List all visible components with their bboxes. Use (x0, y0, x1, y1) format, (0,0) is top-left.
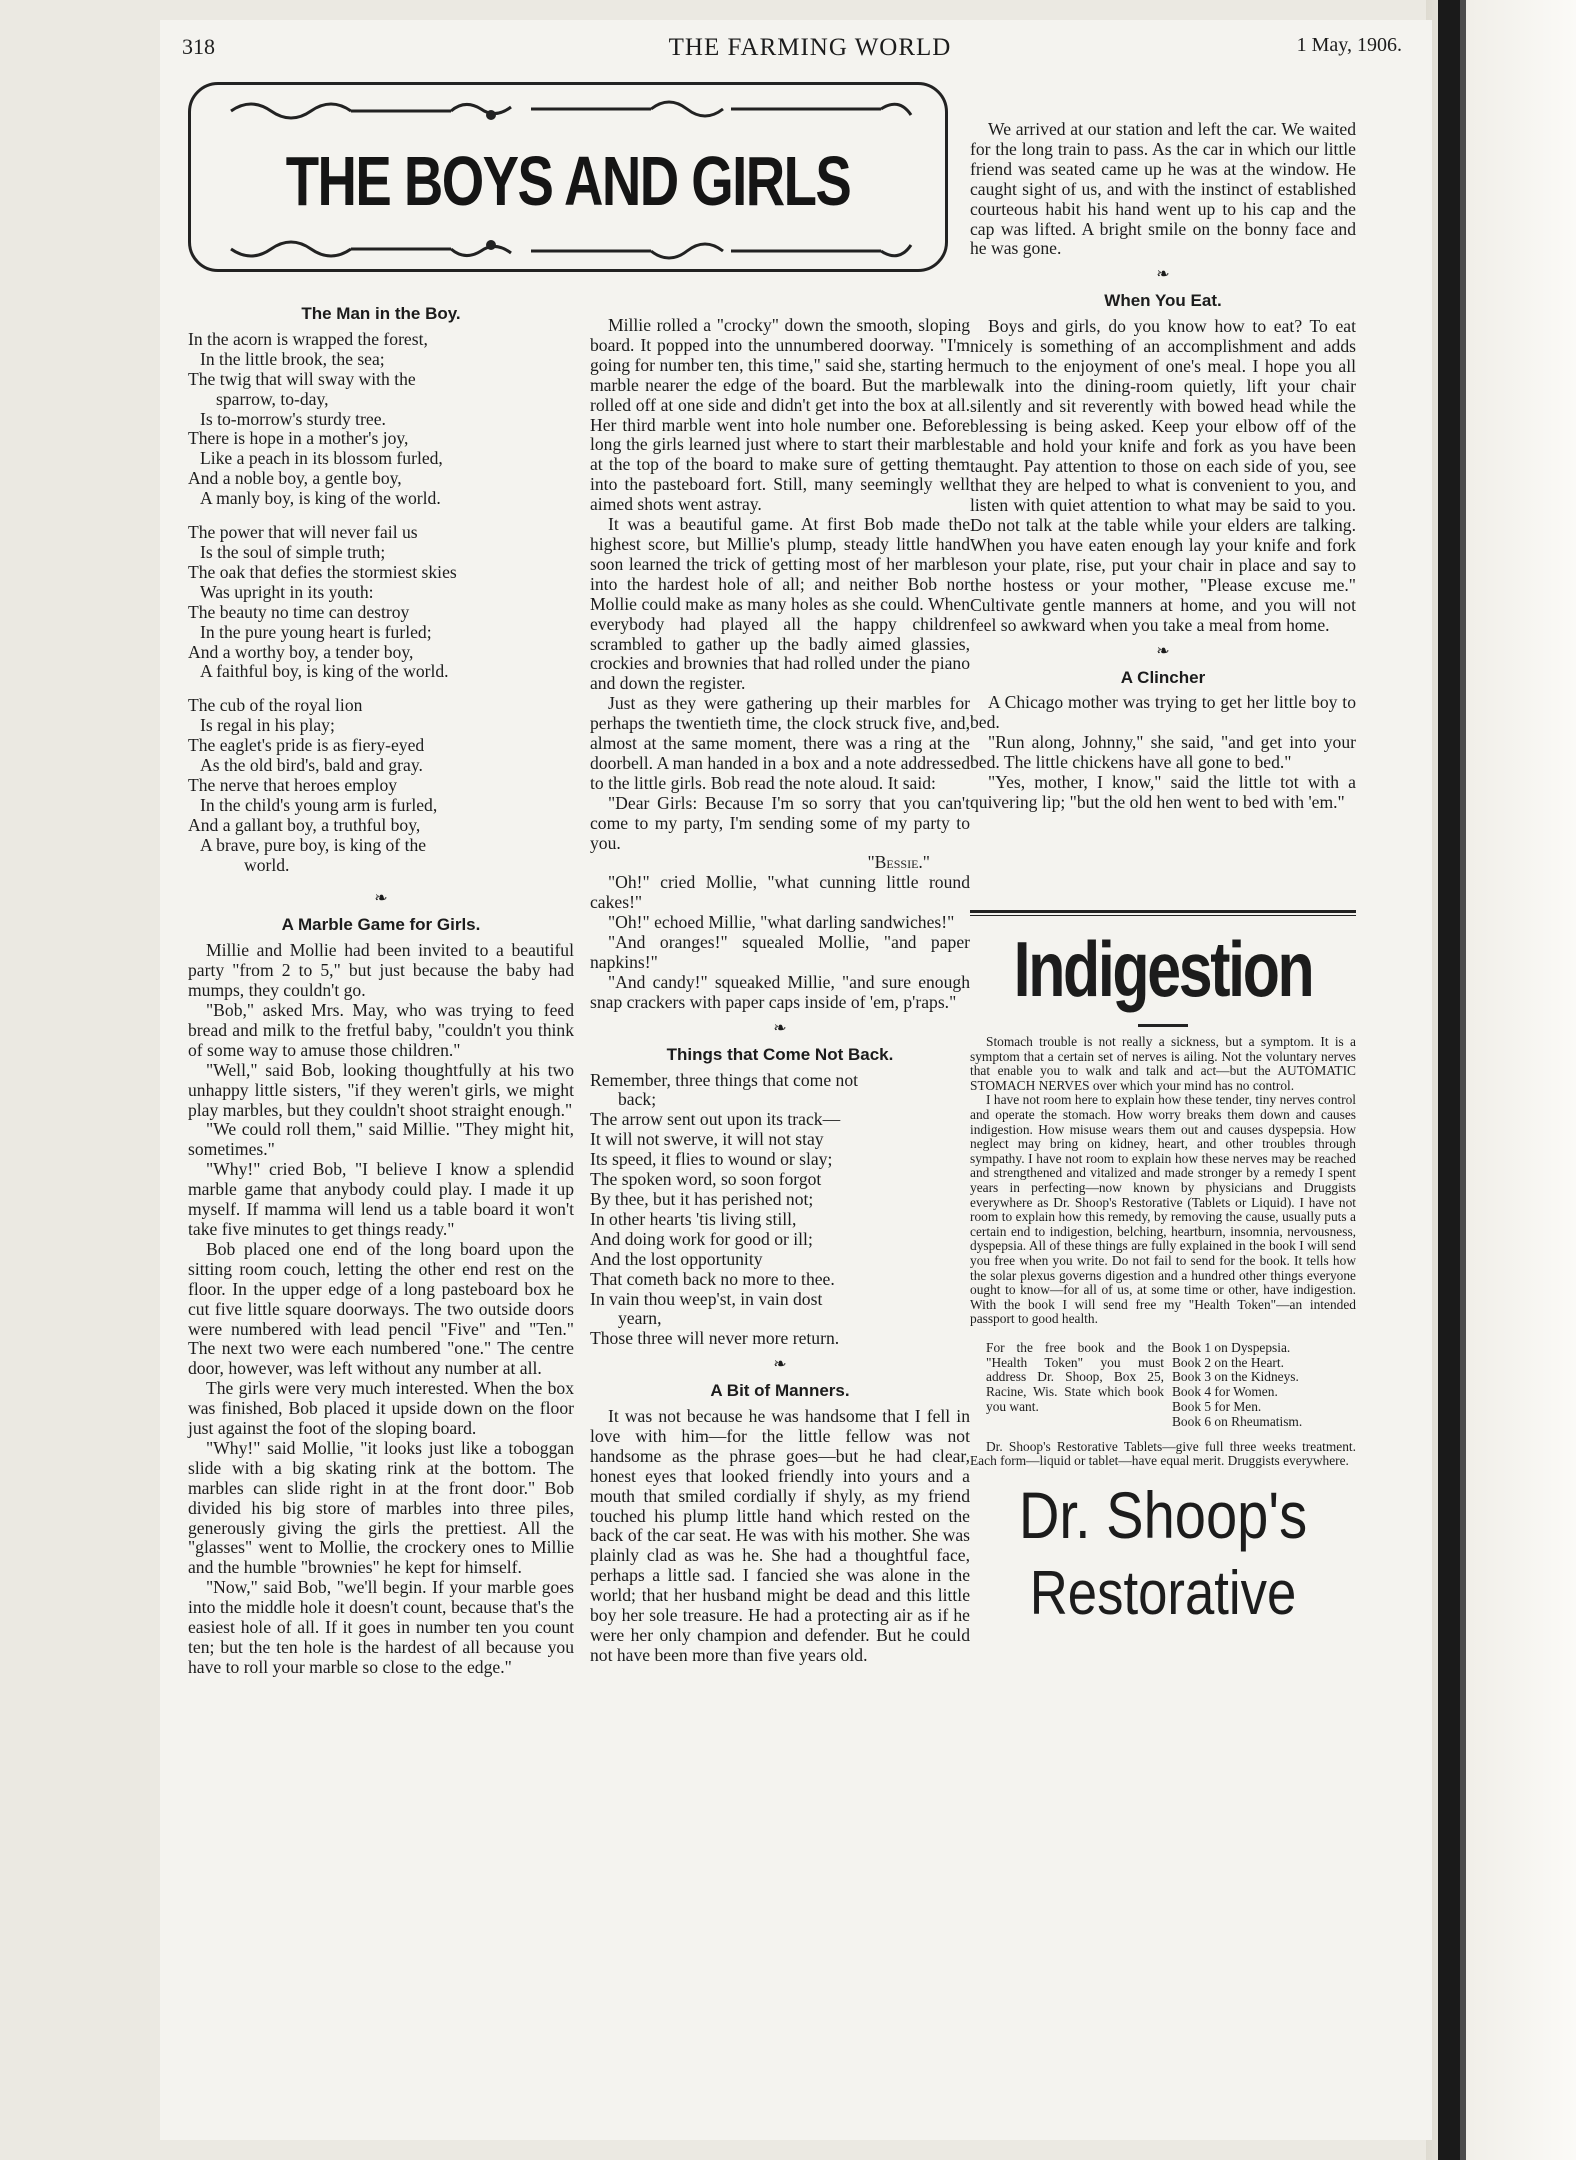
poem-line: In other hearts 'tis living still, (590, 1208, 797, 1229)
poem-line: The nerve that heroes employ (188, 774, 398, 795)
poem-line: Its speed, it flies to wound or slay; (590, 1149, 833, 1170)
book-item: Book 2 on the Heart. (1172, 1354, 1284, 1370)
poem-line: It will not swerve, it will not stay (590, 1129, 824, 1150)
paragraph: Millie and Mollie had been invited to a beautiful party "from 2 to 5," but just because the baby had mumps, they couldn't go. (188, 940, 574, 1001)
poem-line: The eaglet's pride is as fiery-eyed (188, 735, 425, 756)
newspaper-page (160, 20, 1432, 2140)
column-3 (970, 120, 1356, 813)
ad-paragraph: Stomach trouble is not really a sickness, but a symptom. It is a symptom that a certain set of nerves is ailing. Not the voluntary nerves that enable you to walk and talk and act—but the AUTOMATIC STOMACH NERVES over which your mind has no control. (970, 1034, 1356, 1093)
book-item: Book 1 on Dyspepsia. (1172, 1339, 1291, 1355)
paragraph: It was not because he was handsome that I fell in love with him—for the little fellow was not handsome as the phrase goes—but he had clear, honest eyes that looked friendly into yours and a mouth that smiled cordially if shyly, as my friend touched his plump little hand which rested on the back of the car seat. He was with his mother. She was plainly clad as was he. She had a thoughtful face, perhaps a little sad. I fancied she was alone in the world; that her husband might be dead and this little boy her sole treasure. He had a protecting air as if he were her only champion and defender. But he could not have been more than five years old. (590, 1406, 970, 1665)
ad-body (970, 1035, 1356, 1327)
poem-line: Is regal in his play; (200, 715, 335, 736)
poem-line: A manly boy, is king of the world. (200, 488, 441, 509)
paragraph: "Oh!" cried Mollie, "what cunning little round cakes!" (590, 872, 970, 913)
poem-line: back; (618, 1089, 657, 1110)
poem-line: A brave, pure boy, is king of the (200, 834, 427, 855)
fleuron-icon: ❧ (1156, 642, 1170, 660)
ad-book-list (970, 1341, 1356, 1430)
banner-title: THE BOYS AND GIRLS (285, 142, 851, 220)
ad-order-instructions: For the free book and the "Health Token" you must address Dr. Shoop, Box 25, Racine, Wis. State which book you want. (986, 1339, 1164, 1415)
poem-line: The twig that will sway with the (188, 368, 416, 389)
article-title-eat: When You Eat. (1104, 291, 1222, 311)
ad-books (1164, 1341, 1356, 1430)
poem-line: Like a peach in its blossom furled, (200, 448, 443, 469)
poem-line: And a worthy boy, a tender boy, (188, 641, 414, 662)
poem-title: The Man in the Boy. (301, 304, 461, 323)
poem-line: Was upright in its youth: (200, 581, 374, 602)
poem-stanza (188, 330, 574, 509)
fleuron-icon: ❧ (374, 890, 388, 908)
poem-things (590, 1071, 970, 1350)
paragraph: Millie rolled a "crocky" down the smooth, sloping board. It popped into the unnumbered doorway. "I'm going for number ten, this time," said she, starting her marble nearer the edge of the board. But the marble rolled off at one side and didn't get into the box at all. Her third marble went into hole number one. Before long the girls learned just where to start their marbles at the top of the board to make sure of getting them into the pasteboard fort. Still, many seemingly well aimed shots went astray. (590, 315, 970, 515)
poem-line: The spoken word, so soon forgot (590, 1169, 822, 1190)
poem-line: In the acorn is wrapped the forest, (188, 328, 428, 349)
poem-line: In the pure young heart is furled; (200, 621, 432, 642)
binding-edge (1438, 0, 1460, 2160)
paragraph: "Well," said Bob, looking thoughtfully at his two unhappy little sisters, "if they weren't girls, we might play marbles, but they couldn't shoot straight enough." (188, 1059, 574, 1120)
paragraph: "Now," said Bob, "we'll begin. If your marble goes into the middle hole it doesn't count, because that's the easiest hole of all. If it goes in number ten you count ten; but the ten hole is the hardest of all because you have to roll your marble so close to the edge." (188, 1577, 574, 1677)
article-title-marble: A Marble Game for Girls. (281, 915, 481, 935)
poem-line: That cometh back no more to thee. (590, 1268, 835, 1289)
paragraph: "Why!" said Mollie, "it looks just like a toboggan slide with a big skating rink at the bottom. The marbles can slide right in at the front door." Bob divided his big store of marbles into three piles, generously giving the girls the prettiest. All the "glasses" went to Mollie, the crockery ones to Millie and the humble "brownies" he kept for himself. (188, 1437, 574, 1578)
issue-date: 1 May, 1906. (1296, 34, 1402, 56)
paragraph: "Yes, mother, I know," said the little tot with a quivering lip; "but the old hen went to bed with 'em." (970, 772, 1356, 812)
poem-man-in-boy (188, 330, 574, 876)
paragraph: "Dear Girls: Because I'm so sorry that you can't come to my party, I'm sending some of my party to you. (590, 792, 970, 853)
poem-line: The cub of the royal lion (188, 695, 363, 716)
poem-line: world. (244, 854, 290, 875)
book-item: Book 4 for Women. (1172, 1384, 1278, 1400)
poem-line: Those three will never more return. (590, 1328, 840, 1349)
poem-title-things: Things that Come Not Back. (666, 1044, 894, 1064)
column-2 (590, 316, 970, 1666)
poem-line: The power that will never fail us (188, 522, 418, 543)
poem-stanza (188, 696, 574, 875)
paragraph: We arrived at our station and left the car. We waited for the long train to pass. As the car in which our little friend was seated came up he was at the window. He caught sight of us, and with the instinct of established courteous habit his hand went up to his cap and the cap was lifted. A bright smile on the bonny face and he was gone. (970, 119, 1356, 259)
paragraph: "Bob," asked Mrs. May, who was trying to feed bread and milk to the fretful baby, "couldn't you think of some way to amuse those children." (188, 1000, 574, 1060)
article-title-clincher: A Clincher (1120, 667, 1206, 687)
book-item: Book 3 on the Kidneys. (1172, 1369, 1299, 1385)
paragraph: "Why!" cried Bob, "I believe I know a splendid marble game that anybody could play. I made it up myself. If mamma will lend us a table board it won't take five minutes to get things ready." (188, 1159, 574, 1239)
poem-line: sparrow, to-day, (216, 388, 329, 409)
poem-line: In vain thou weep'st, in vain dost (590, 1288, 823, 1309)
poem-line: The oak that defies the stormiest skies (188, 561, 457, 582)
ad-footer-text: Dr. Shoop's Restorative Tablets—give full three weeks treatment. Each form—liquid or tablet—have equal merit. Druggists everywhere. (970, 1438, 1356, 1469)
poem-line: The beauty no time can destroy (188, 601, 410, 622)
poem-line: And doing work for good or ill; (590, 1228, 813, 1249)
ad-brand-line-1: Dr. Shoop's (1018, 1477, 1308, 1552)
ad-brand-line-2: Restorative (1029, 1558, 1297, 1628)
fleuron-icon: ❧ (773, 1356, 787, 1374)
paragraph: "And oranges!" squealed Mollie, "and paper napkins!" (590, 932, 970, 972)
poem-line: And a gallant boy, a truthful boy, (188, 814, 421, 835)
paragraph: Boys and girls, do you know how to eat? To eat nicely is something of an accomplishment and adds much to the enjoyment of one's meal. I hope you all walk into the dining-room quietly, lift your chair silently and sit reverently with bowed head while the blessing is being asked. Keep your elbow off of the table and hold your knife and fork as you have been taught. Pay attention to those on each side of you, see that they are helped to what is convenient to you, and listen with quiet attention to what may be said to you. Do not talk at the table while your elders are talking. When you have eaten enough lay your knife and fork on your plate, rise, put your chair in place and say to the hostess or your mother, "Please excuse me." Cultivate gentle manners at home, and you will not feel so awkward when you take a meal from home. (970, 316, 1356, 635)
poem-line: Is the soul of simple truth; (200, 541, 386, 562)
paragraph: "And candy!" squeaked Millie, "and sure enough snap crackers with paper caps inside of 'em, p'raps." (590, 971, 970, 1012)
paragraph: The girls were very much interested. When the box was finished, Bob placed it upside down on the floor just against the foot of the sloping board. (188, 1378, 574, 1439)
paragraph: A Chicago mother was trying to get her little boy to bed. (970, 692, 1356, 733)
column-1 (188, 298, 574, 1678)
binding-edge-inner (1460, 0, 1466, 2160)
ad-divider (970, 910, 1356, 916)
poem-stanza (188, 523, 574, 682)
paragraph: "We could roll them," said Millie. "They might hit, sometimes." (188, 1119, 574, 1160)
publication-title: THE FARMING WORLD (668, 34, 952, 61)
ad-headline: Indigestion (1013, 925, 1313, 1013)
poem-line: There is hope in a mother's joy, (188, 428, 409, 449)
page-number: 318 (182, 34, 215, 59)
section-banner (188, 82, 948, 272)
advertisement (970, 906, 1356, 1635)
poem-line: By thee, but it has perished not; (590, 1188, 814, 1209)
paragraph: "Run along, Johnny," she said, "and get into your bed. The little chickens have all gone to bed." (970, 732, 1356, 773)
poem-line: In the little brook, the sea; (200, 348, 385, 369)
fleuron-icon: ❧ (1156, 266, 1170, 284)
paragraph: "Oh!" echoed Millie, "what darling sandwiches!" (608, 912, 955, 933)
paragraph: Bob placed one end of the long board upon the sitting room couch, letting the other end rest on the floor. In the upper edge of a long pasteboard box he cut five little square doorways. The two outside doors were numbered with lead pencil "Five" and "Ten." The next two were each numbered "one." The centre door, however, was left without any number at all. (188, 1238, 574, 1379)
poem-line: Is to-morrow's sturdy tree. (200, 408, 386, 429)
poem-line: In the child's young arm is furled, (200, 794, 438, 815)
ad-paragraph: I have not room here to explain how these tender, tiny nerves control and operate the stomach. How worry breaks them down and causes indigestion. How misuse wears them out and causes dyspepsia. How neglect may bring on kidney, heart, and other troubles through sympathy. I have not room to explain how these nerves may be reached and strengthened and vitalized and made stronger by a remedy I spent years in perfecting—now known by physicians and Druggists everywhere as Dr. Shoop's Restorative (Tablets or Liquid). I have not room to explain how this remedy, by removing the cause, usually puts a certain end to indigestion, belching, heartburn, insomnia, nervousness, dyspepsia. All of these things are fully explained in the book I will send you free when you write. Do not fail to send for the book. It tells how the solar plexus governs digestion and a hundred other things everyone ought to know—for all of us, at some time or other, have indigestion. With the book I will send free my "Health Token"—an intended passport to good health. (970, 1092, 1356, 1327)
paragraph: It was a beautiful game. At first Bob made the highest score, but Millie's plump, steady little hand soon learned the trick of getting most of her marbles into the hardest hole of all; and neither Bob nor Mollie could make as many holes as she could. When everybody had played all the happy children scrambled to gather up the badly aimed glassies, crockies and brownies that had rolled under the piano and down the register. (590, 514, 970, 694)
poem-line: And a noble boy, a gentle boy, (188, 468, 402, 489)
book-item: Book 6 on Rheumatism. (1172, 1413, 1303, 1429)
book-item: Book 5 for Men. (1172, 1399, 1262, 1415)
paragraph: Just as they were gathering up their marbles for perhaps the twentieth time, the clock struck five, and, almost at the same moment, there was a ring at the doorbell. A man handed in a box and a note addressed to the little girls. Bob read the note aloud. It said: (590, 693, 970, 793)
ad-dash (1138, 1024, 1188, 1027)
poem-line: And the lost opportunity (590, 1248, 763, 1269)
letter-signature: "Bessie." (867, 852, 930, 873)
ad-footer (970, 1440, 1356, 1469)
poem-line: As the old bird's, bald and gray. (200, 755, 423, 776)
fleuron-icon: ❧ (773, 1019, 787, 1037)
article-title-manners: A Bit of Manners. (710, 1381, 850, 1401)
poem-line: yearn, (618, 1308, 662, 1329)
poem-line: Remember, three things that come not (590, 1069, 859, 1090)
poem-line: The arrow sent out upon its track— (590, 1109, 841, 1130)
poem-line: A faithful boy, is king of the world. (200, 661, 449, 682)
